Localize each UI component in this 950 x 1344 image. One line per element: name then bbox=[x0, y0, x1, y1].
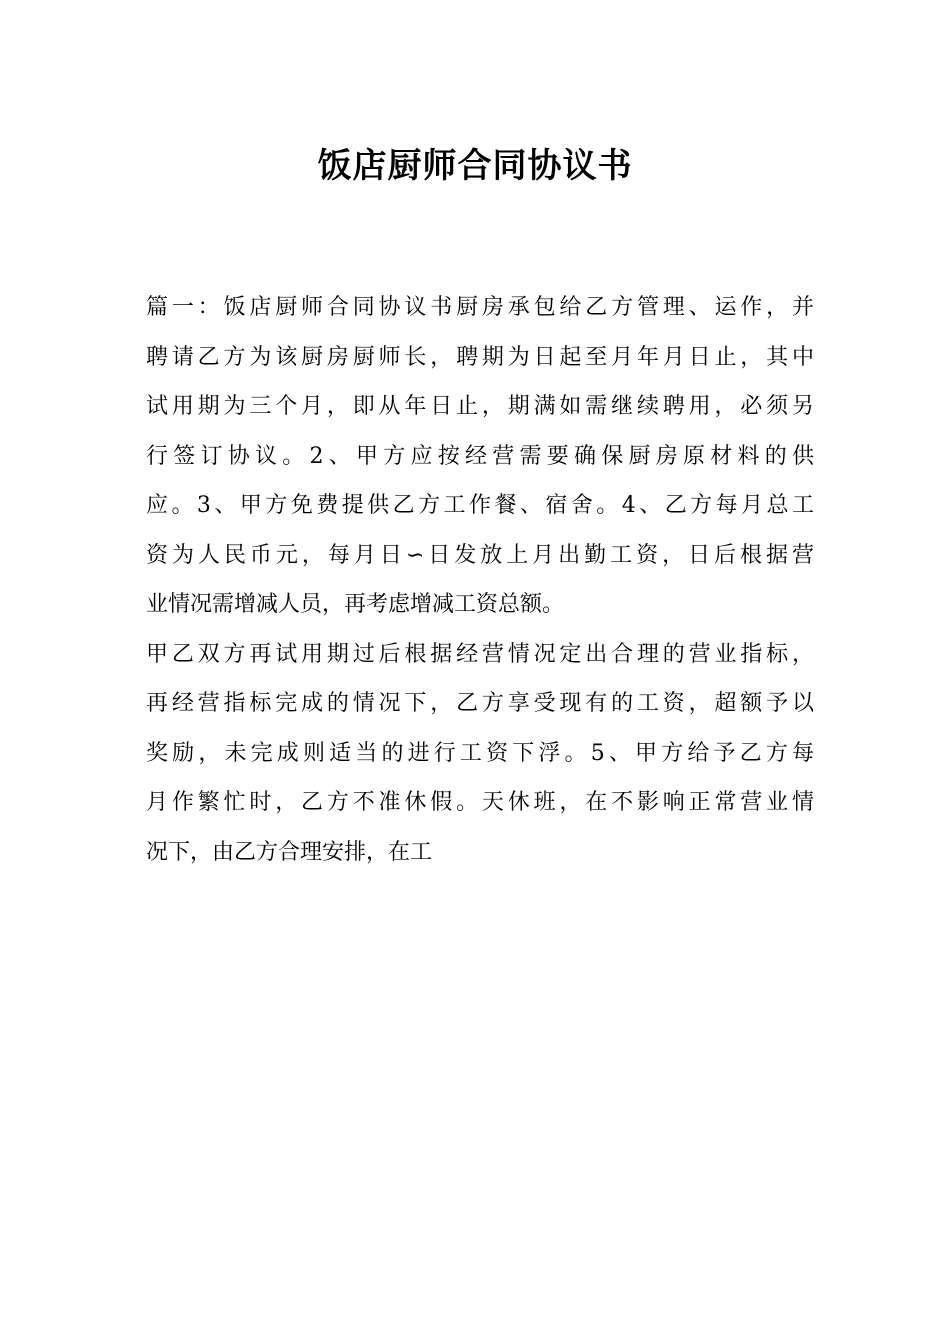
body-line: 甲乙双方再试用期过后根据经营情况定出合理的营业指标， bbox=[146, 641, 814, 667]
body-line: 再经营指标完成的情况下，乙方享受现有的工资，超额予以 bbox=[146, 691, 814, 716]
body-line: 况下，由乙方合理安排，在工 bbox=[146, 839, 433, 865]
body-line: 聘请乙方为该厨房厨师长，聘期为日起至月年月日止，其中 bbox=[146, 344, 814, 370]
body-line: 业情况需增减人员，再考虑增减工资总额。 bbox=[146, 592, 565, 617]
body-line: 奖励，未完成则适当的进行工资下浮。5、甲方给予乙方每 bbox=[146, 740, 814, 766]
body-line: 资为人民币元，每月日∽日发放上月出勤工资，日后根据营 bbox=[146, 542, 814, 568]
body-line: 应。3、甲方免费提供乙方工作餐、宿舍。4、乙方每月总工 bbox=[146, 493, 814, 518]
body-line: 篇一：饭店厨师合同协议书厨房承包给乙方管理、运作，并 bbox=[146, 295, 814, 320]
document-body bbox=[146, 283, 814, 877]
body-line: 试用期为三个月，即从年日止，期满如需继续聘用，必须另 bbox=[146, 394, 814, 419]
body-line: 行签订协议。2、甲方应按经营需要确保厨房原材料的供 bbox=[146, 443, 814, 469]
body-line: 月作繁忙时，乙方不准休假。天休班，在不影响正常营业情 bbox=[146, 790, 814, 815]
document-title: 饭店厨师合同协议书 bbox=[317, 146, 633, 186]
